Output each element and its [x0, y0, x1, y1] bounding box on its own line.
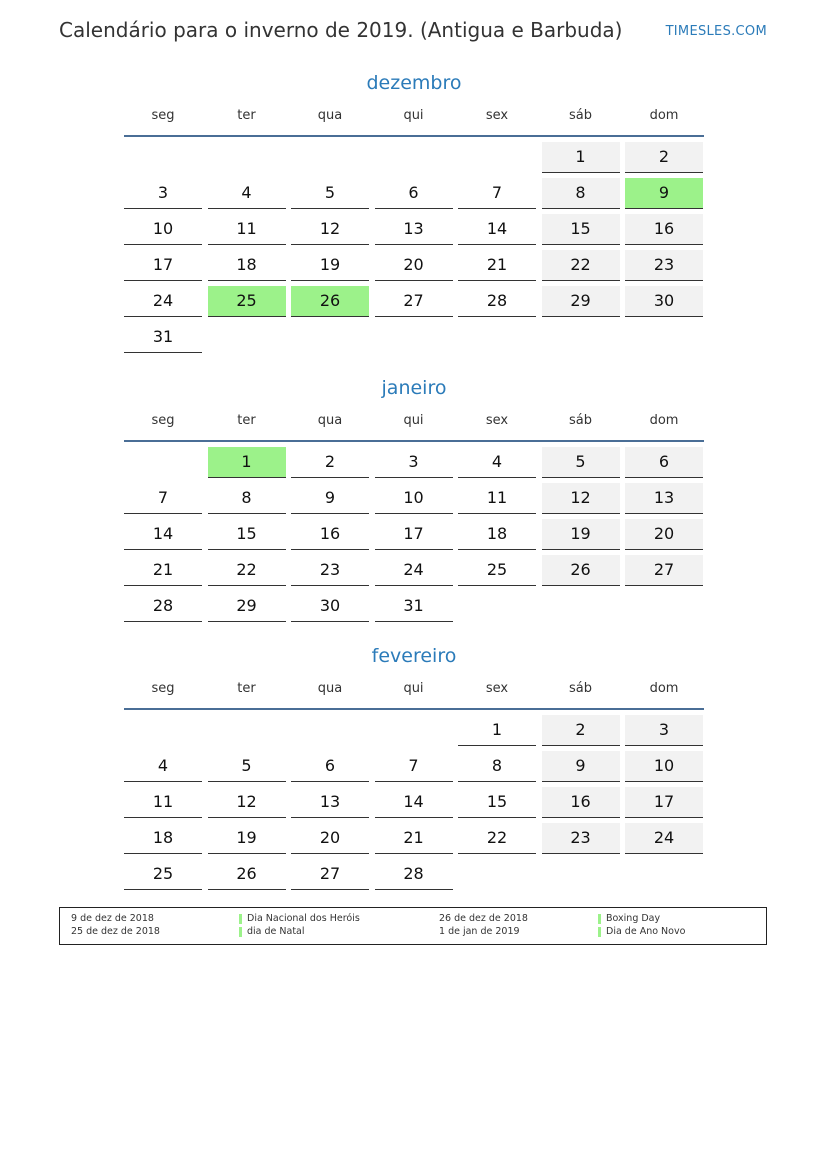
- day-cell: 24: [625, 823, 703, 854]
- day-cell: 17: [124, 250, 202, 281]
- day-cell: 13: [625, 483, 703, 514]
- day-cell: 1: [458, 715, 536, 746]
- day-cell: 3: [124, 178, 202, 209]
- weekday-label: seg: [151, 413, 175, 428]
- page-title: Calendário para o inverno de 2019. (Antigua e Barbuda): [59, 18, 623, 42]
- day-cell: 16: [291, 519, 369, 550]
- day-cell: 29: [542, 286, 620, 317]
- holiday-day-cell: 1: [208, 447, 286, 478]
- legend-holiday-name: dia de Natal: [239, 926, 305, 937]
- day-cell: 2: [625, 142, 703, 173]
- day-cell: 6: [625, 447, 703, 478]
- day-cell: 29: [208, 591, 286, 622]
- week-row: [124, 519, 704, 550]
- week-row: [124, 823, 704, 854]
- day-cell: 4: [458, 447, 536, 478]
- day-cell: 13: [375, 214, 453, 245]
- day-cell: 18: [458, 519, 536, 550]
- month-calendar-janeiro: [124, 374, 704, 622]
- day-cell: 10: [375, 483, 453, 514]
- weekday-label: dom: [649, 413, 679, 428]
- day-cell: 27: [291, 859, 369, 890]
- legend-date: 26 de dez de 2018: [439, 913, 528, 924]
- legend-date: 1 de jan de 2019: [439, 926, 520, 937]
- week-row: [124, 715, 704, 746]
- week-row: [124, 250, 704, 281]
- weekday-header: [124, 105, 704, 137]
- empty-day-cell: [625, 322, 703, 352]
- empty-day-cell: [375, 322, 453, 352]
- day-cell: 15: [458, 787, 536, 818]
- day-cell: 18: [208, 250, 286, 281]
- day-cell: 13: [291, 787, 369, 818]
- day-cell: 3: [375, 447, 453, 478]
- day-cell: 19: [291, 250, 369, 281]
- day-cell: 19: [542, 519, 620, 550]
- weekday-label: sex: [485, 681, 509, 696]
- day-cell: 28: [375, 859, 453, 890]
- day-cell: 23: [625, 250, 703, 281]
- empty-day-cell: [291, 322, 369, 352]
- week-row: [124, 751, 704, 782]
- day-cell: 11: [124, 787, 202, 818]
- empty-day-cell: [458, 322, 536, 352]
- day-cell: 14: [124, 519, 202, 550]
- day-cell: 10: [625, 751, 703, 782]
- legend-date: 25 de dez de 2018: [71, 926, 160, 937]
- week-row: [124, 447, 704, 478]
- holiday-day-cell: 9: [625, 178, 703, 209]
- day-cell: 6: [375, 178, 453, 209]
- weekday-label: qua: [317, 413, 343, 428]
- week-row: [124, 787, 704, 818]
- weekday-label: qua: [317, 108, 343, 123]
- week-row: [124, 178, 704, 209]
- day-cell: 17: [625, 787, 703, 818]
- day-cell: 28: [458, 286, 536, 317]
- day-cell: 14: [458, 214, 536, 245]
- day-cell: 20: [625, 519, 703, 550]
- day-cell: 20: [375, 250, 453, 281]
- day-cell: 15: [542, 214, 620, 245]
- day-cell: 2: [542, 715, 620, 746]
- day-cell: 30: [625, 286, 703, 317]
- day-cell: 8: [458, 751, 536, 782]
- empty-day-cell: [458, 142, 536, 172]
- week-row: [124, 214, 704, 245]
- week-row: [124, 483, 704, 514]
- empty-day-cell: [458, 859, 536, 889]
- weekday-label: sex: [485, 108, 509, 123]
- week-row: [124, 591, 704, 622]
- day-cell: 15: [208, 519, 286, 550]
- day-cell: 16: [542, 787, 620, 818]
- day-cell: 22: [458, 823, 536, 854]
- day-cell: 4: [124, 751, 202, 782]
- empty-day-cell: [375, 142, 453, 172]
- weekday-label: sáb: [569, 413, 592, 428]
- day-cell: 7: [458, 178, 536, 209]
- weekday-label: dom: [649, 108, 679, 123]
- day-cell: 5: [542, 447, 620, 478]
- weekday-label: sáb: [569, 108, 592, 123]
- empty-day-cell: [542, 591, 620, 621]
- legend-date: 9 de dez de 2018: [71, 913, 154, 924]
- weekday-label: sáb: [569, 681, 592, 696]
- empty-day-cell: [124, 142, 202, 172]
- holiday-day-cell: 26: [291, 286, 369, 317]
- week-row: [124, 859, 704, 890]
- day-cell: 28: [124, 591, 202, 622]
- empty-day-cell: [375, 715, 453, 745]
- empty-day-cell: [542, 322, 620, 352]
- day-cell: 8: [542, 178, 620, 209]
- day-cell: 6: [291, 751, 369, 782]
- day-cell: 20: [291, 823, 369, 854]
- weekday-header: [124, 678, 704, 710]
- day-cell: 8: [208, 483, 286, 514]
- day-cell: 30: [291, 591, 369, 622]
- day-cell: 31: [124, 322, 202, 353]
- day-cell: 9: [291, 483, 369, 514]
- day-cell: 12: [542, 483, 620, 514]
- month-name: dezembro: [366, 72, 462, 94]
- empty-day-cell: [208, 322, 286, 352]
- month-calendar-fevereiro: [124, 642, 704, 890]
- weekday-label: qua: [317, 681, 343, 696]
- day-cell: 3: [625, 715, 703, 746]
- empty-day-cell: [124, 447, 202, 477]
- empty-day-cell: [291, 142, 369, 172]
- empty-day-cell: [208, 142, 286, 172]
- day-cell: 19: [208, 823, 286, 854]
- day-cell: 17: [375, 519, 453, 550]
- weekday-header: [124, 410, 704, 442]
- day-cell: 23: [291, 555, 369, 586]
- weekday-label: ter: [237, 108, 256, 123]
- weekday-label: ter: [237, 413, 256, 428]
- day-cell: 4: [208, 178, 286, 209]
- week-row: [124, 286, 704, 317]
- day-cell: 21: [458, 250, 536, 281]
- day-cell: 27: [375, 286, 453, 317]
- weekday-label: seg: [151, 108, 175, 123]
- day-cell: 16: [625, 214, 703, 245]
- week-list: [124, 715, 704, 890]
- day-cell: 31: [375, 591, 453, 622]
- empty-day-cell: [542, 859, 620, 889]
- week-row: [124, 322, 704, 353]
- day-cell: 22: [542, 250, 620, 281]
- weekday-label: qui: [403, 681, 424, 696]
- day-cell: 5: [291, 178, 369, 209]
- weekday-label: qui: [403, 413, 424, 428]
- weekday-label: seg: [151, 681, 175, 696]
- holiday-legend: [59, 907, 767, 945]
- legend-holiday-name: Boxing Day: [598, 913, 660, 924]
- day-cell: 24: [375, 555, 453, 586]
- weekday-label: dom: [649, 681, 679, 696]
- legend-holiday-name: Dia Nacional dos Heróis: [239, 913, 360, 924]
- empty-day-cell: [458, 591, 536, 621]
- empty-day-cell: [291, 715, 369, 745]
- weekday-label: qui: [403, 108, 424, 123]
- day-cell: 23: [542, 823, 620, 854]
- day-cell: 25: [458, 555, 536, 586]
- day-cell: 24: [124, 286, 202, 317]
- brand-logo[interactable]: TIMESLES.COM: [665, 24, 767, 39]
- day-cell: 9: [542, 751, 620, 782]
- day-cell: 26: [542, 555, 620, 586]
- day-cell: 21: [375, 823, 453, 854]
- weekday-label: ter: [237, 681, 256, 696]
- month-calendar-dezembro: [124, 69, 704, 353]
- day-cell: 7: [375, 751, 453, 782]
- week-list: [124, 447, 704, 622]
- empty-day-cell: [625, 859, 703, 889]
- day-cell: 27: [625, 555, 703, 586]
- day-cell: 14: [375, 787, 453, 818]
- day-cell: 1: [542, 142, 620, 173]
- empty-day-cell: [625, 591, 703, 621]
- day-cell: 18: [124, 823, 202, 854]
- empty-day-cell: [208, 715, 286, 745]
- week-list: [124, 142, 704, 353]
- day-cell: 10: [124, 214, 202, 245]
- weekday-label: sex: [485, 413, 509, 428]
- holiday-day-cell: 25: [208, 286, 286, 317]
- day-cell: 12: [291, 214, 369, 245]
- day-cell: 7: [124, 483, 202, 514]
- day-cell: 12: [208, 787, 286, 818]
- day-cell: 22: [208, 555, 286, 586]
- week-row: [124, 142, 704, 173]
- day-cell: 11: [208, 214, 286, 245]
- day-cell: 11: [458, 483, 536, 514]
- day-cell: 26: [208, 859, 286, 890]
- day-cell: 21: [124, 555, 202, 586]
- month-name: fevereiro: [371, 645, 457, 667]
- day-cell: 2: [291, 447, 369, 478]
- day-cell: 5: [208, 751, 286, 782]
- month-name: janeiro: [381, 377, 447, 399]
- legend-holiday-name: Dia de Ano Novo: [598, 926, 685, 937]
- day-cell: 25: [124, 859, 202, 890]
- week-row: [124, 555, 704, 586]
- empty-day-cell: [124, 715, 202, 745]
